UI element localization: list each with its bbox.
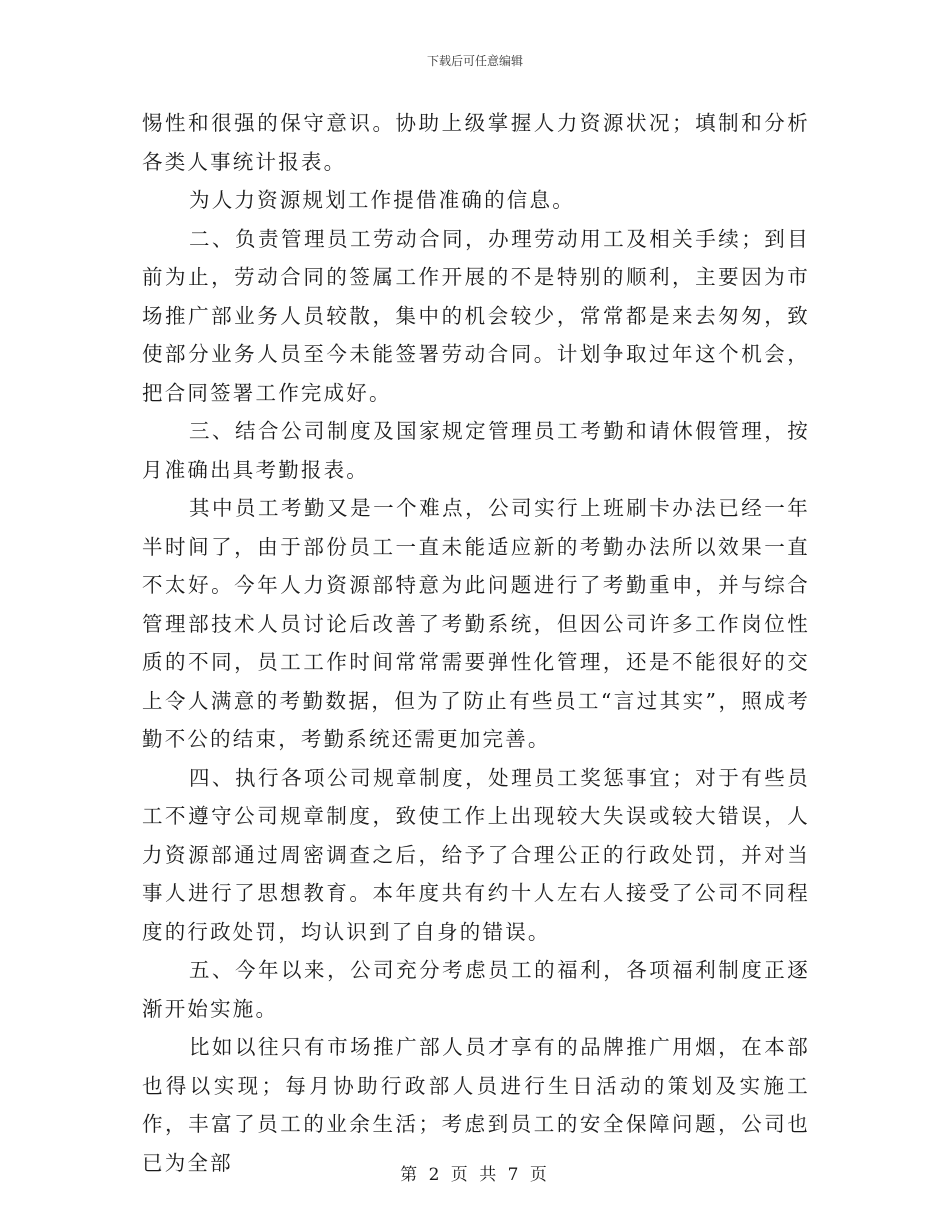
paragraph-8: 比如以往只有市场推广部人员才享有的品牌推广用烟，在本部也得以实现；每月协助行政部人员进行生日活动的策划及实施工作，丰富了员工的业余生活；考虑到员工的安全保障问题，公司也已为全部 (142, 1035, 810, 1175)
paragraph-3: 二、负责管理员工劳动合同，办理劳动用工及相关手续；到目前为止，劳动合同的签属工作开展的不是特别的顺利，主要因为市场推广部业务人员较散，集中的机会较少，常常都是来去匆匆，致使部分业务人员至今未能签署劳动合同。计划争取过年这个机会，把合同签署工作完成好。 (142, 226, 810, 405)
paragraph-5: 其中员工考勤又是一个难点，公司实行上班刷卡办法已经一年半时间了，由于部份员工一直未能适应新的考勤办法所以效果一直不太好。今年人力资源部特意为此问题进行了考勤重申，并与综合管理部技术人员讨论后改善了考勤系统，但因公司许多工作岗位性质的不同，员工工作时间常常需要弹性化管理，还是不能很好的交上令人满意的考勤数据，但为了防止有些员工“言过其实”，照成考勤不公的结束，考勤系统还需更加完善。 (142, 496, 810, 751)
paragraph-6: 四、执行各项公司规章制度，处理员工奖惩事宜；对于有些员工不遵守公司规章制度，致使工作上出现较大失误或较大错误，人力资源部通过周密调查之后，给予了合理公正的行政处罚，并对当事人进行了思想教育。本年度共有约十人左右人接受了公司不同程度的行政处罚，均认识到了自身的错误。 (142, 765, 810, 944)
page-footer: 第 2 页 共 7 页 (400, 1165, 550, 1185)
paragraph-1: 惕性和很强的保守意识。协助上级掌握人力资源状况；填制和分析各类人事统计报表。 (142, 111, 810, 174)
paragraph-4: 三、结合公司制度及国家规定管理员工考勤和请休假管理，按月准确出具考勤报表。 (142, 419, 810, 482)
page-header: 下载后可任意编辑 (426, 54, 523, 68)
paragraph-2: 为人力资源规划工作提借准确的信息。 (189, 188, 575, 212)
paragraph-7: 五、今年以来，公司充分考虑员工的福利，各项福利制度正逐渐开始实施。 (142, 958, 810, 1021)
document-body (142, 104, 810, 1182)
